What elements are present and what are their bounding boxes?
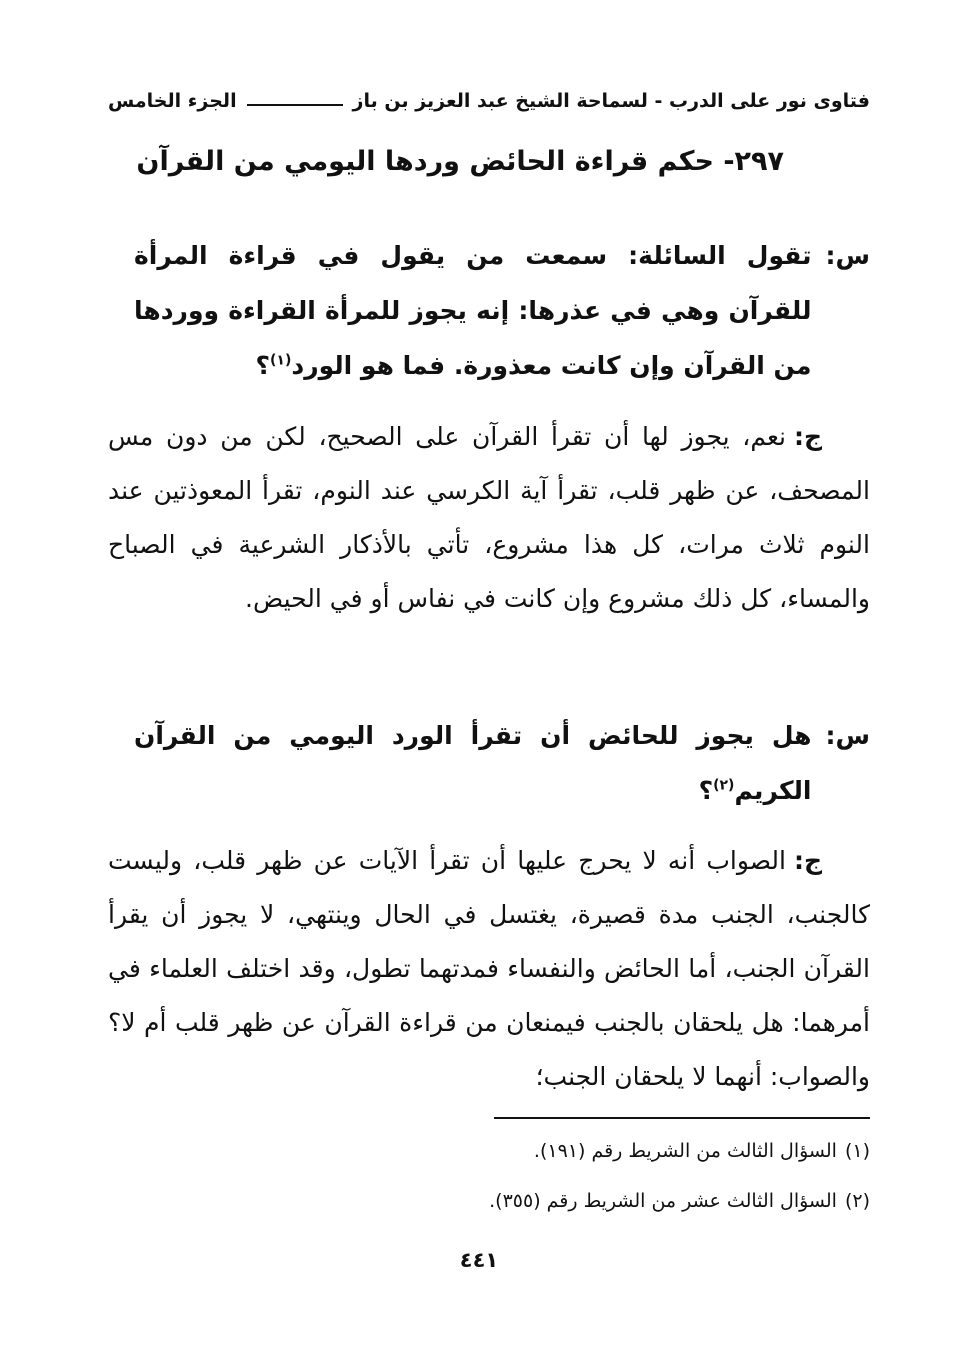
- footnote-divider: [494, 1117, 870, 1119]
- footnote-number: (٢): [844, 1190, 870, 1212]
- answer-1: [108, 410, 870, 626]
- footnote-2: [108, 1176, 870, 1226]
- question-text: تقول السائلة: سمعت من يقول في قراءة المرأة للقرآن وهي في عذرها: إنه يجوز للمرأة القراءة ووردها من القرآن وإن كانت معذورة. فما هو الورد$^{(١)}$؟: [134, 241, 812, 380]
- footnote-text: السؤال الثالث عشر من الشريط رقم (٣٥٥).: [489, 1190, 837, 1212]
- question-text: هل يجوز للحائض أن تقرأ الورد اليومي من القرآن الكريم$^{(٢)}$؟: [134, 721, 812, 805]
- chapter-title: ٢٩٧- حكم قراءة الحائض وردها اليومي من القرآن: [136, 146, 784, 177]
- question-marker: س:: [825, 721, 870, 750]
- answer-marker: ج:: [793, 846, 822, 875]
- footnote-1: [108, 1126, 870, 1176]
- footnotes: [108, 1126, 870, 1226]
- footnote-number: (١): [844, 1140, 870, 1162]
- answer-2: [108, 834, 870, 1104]
- question-1: [108, 228, 870, 393]
- answer-text: الصواب أنه لا يحرج عليها أن تقرأ الآيات عن ظهر قلب، وليست كالجنب، الجنب مدة قصيرة، يغتسل في الحال وينتهي، لا يجوز أن يقرأ القرآن الجنب، أما الحائض والنفساء فمدتهما تطول، وقد اختلف العلماء في أمرهما: هل يلحقان بالجنب فيمنعان من قراءة القرآن عن ظهر قلب أم لا؟ والصواب: أنهما لا يلحقان الجنب؛: [108, 846, 870, 1091]
- book-title: فتاوى نور على الدرب - لسماحة الشيخ عبد العزيز بن باز: [352, 90, 870, 112]
- answer-text: نعم، يجوز لها أن تقرأ القرآن على الصحيح، لكن من دون مس المصحف، عن ظهر قلب، تقرأ آية الكرسي عند النوم، تقرأ المعوذتين عند النوم ثلاث مرات، كل هذا مشروع، تأتي بالأذكار الشرعية في الصباح والمساء، كل ذلك مشروع وإن كانت في نفاس أو في الحيض.: [108, 422, 870, 613]
- volume-label: الجزء الخامس: [108, 90, 237, 112]
- header-rule: [247, 104, 343, 106]
- answer-marker: ج:: [793, 422, 822, 451]
- footnote-text: السؤال الثالث من الشريط رقم (١٩١).: [533, 1140, 837, 1162]
- page-number: ٤٤١: [459, 1248, 499, 1272]
- question-2: [108, 708, 870, 818]
- footnote-ref: (٢): [713, 777, 735, 794]
- question-marker: س:: [825, 241, 870, 270]
- running-header: [108, 86, 870, 116]
- footnote-ref: (١): [270, 352, 292, 369]
